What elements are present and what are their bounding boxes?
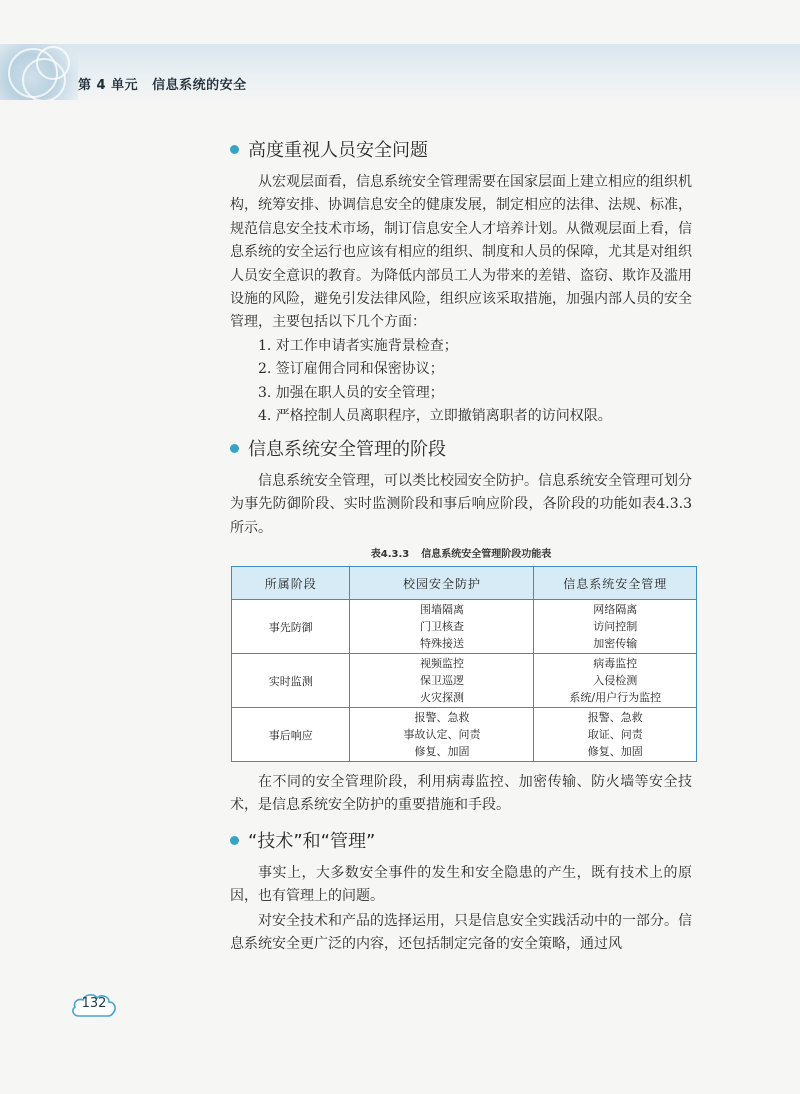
header-decoration-icon [0, 44, 78, 100]
campus-cell: 报警、急救 事故认定、问责 修复、加固 [350, 708, 534, 762]
page-number-badge [70, 991, 118, 1019]
paragraph: 信息系统安全管理，可以类比校园安全防护。信息系统安全管理可划分为事先防御阶段、实时监测阶段和事后响应阶段，各阶段的功能如表4.3.3所示。 [230, 473, 692, 536]
phase-cell: 实时监测 [232, 654, 350, 708]
phase-cell: 事先防御 [232, 600, 350, 654]
section-heading: “技术”和“管理” [230, 829, 375, 855]
phase-function-table [231, 566, 697, 762]
list-item: 3. 加强在职人员的安全管理； [258, 384, 444, 401]
table-row [232, 654, 697, 708]
list-item: 1. 对工作申请者实施背景检查； [258, 338, 458, 354]
paragraph: 从宏观层面看，信息系统安全管理需要在国家层面上建立相应的组织机构，统筹安排、协调信息安全的健康发展，制定相应的法律、法规、标准，规范信息安全技术市场，制订信息安全人才培养计划。从微观层面上看，信息系统的安全运行也应该有相应的组织、制度和人员的保障，尤其是对组织人员安全意识的教育。为降低内部员工人为带来的差错、盗窃、欺诈及滥用设施的风险，避免引发法律风险，组织应该采取措施，加强内部人员的安全管理，主要包括以下几个方面： [230, 174, 692, 331]
campus-cell: 视频监控 保卫巡逻 火灾探测 [350, 654, 534, 708]
list-item: 2. 签订雇佣合同和保密协议； [258, 361, 444, 378]
paragraph: 在不同的安全管理阶段，利用病毒监控、加密传输、防火墙等安全技术，是信息系统安全防护的重要措施和手段。 [230, 774, 692, 814]
requirement-list [258, 335, 698, 429]
info-cell: 网络隔离 访问控制 加密传输 [534, 600, 697, 654]
bullet-dot-icon [230, 444, 239, 453]
campus-cell: 围墙隔离 门卫核查 特殊接送 [350, 600, 534, 654]
table-number: 表4.3.3 [370, 549, 410, 560]
table-row [232, 708, 697, 762]
column-header: 所属阶段 [232, 567, 350, 600]
table-header-row [232, 567, 697, 600]
unit-title: 信息系统的安全 [152, 78, 247, 93]
bullet-dot-icon [230, 836, 239, 845]
paragraph: 事实上，大多数安全事件的发生和安全隐患的产生，既有技术上的原因，也有管理上的问题。 [230, 865, 692, 905]
section-heading: 高度重视人员安全问题 [230, 138, 428, 164]
page-number: 132 [81, 996, 107, 1011]
running-header [78, 74, 261, 93]
phase-cell: 事后响应 [232, 708, 350, 762]
paragraph: 对安全技术和产品的选择运用，只是信息安全实践活动中的一部分。信息系统安全更广泛的内容，还包括制定完备的安全策略，通过风 [230, 913, 692, 953]
unit-label: 第 4 单元 [78, 78, 139, 93]
info-cell: 报警、急救 取证、问责 修复、加固 [534, 708, 697, 762]
bullet-dot-icon [230, 145, 239, 154]
info-cell: 病毒监控 入侵检测 系统/用户行为监控 [534, 654, 697, 708]
table-row [232, 600, 697, 654]
list-item: 4. 严格控制人员离职程序，立即撤销离职者的访问权限。 [258, 408, 612, 425]
column-header: 校园安全防护 [350, 567, 534, 600]
table-title: 信息系统安全管理阶段功能表 [421, 549, 552, 560]
section-heading: 信息系统安全管理的阶段 [230, 437, 446, 463]
table-caption [230, 545, 692, 560]
column-header: 信息系统安全管理 [534, 567, 697, 600]
